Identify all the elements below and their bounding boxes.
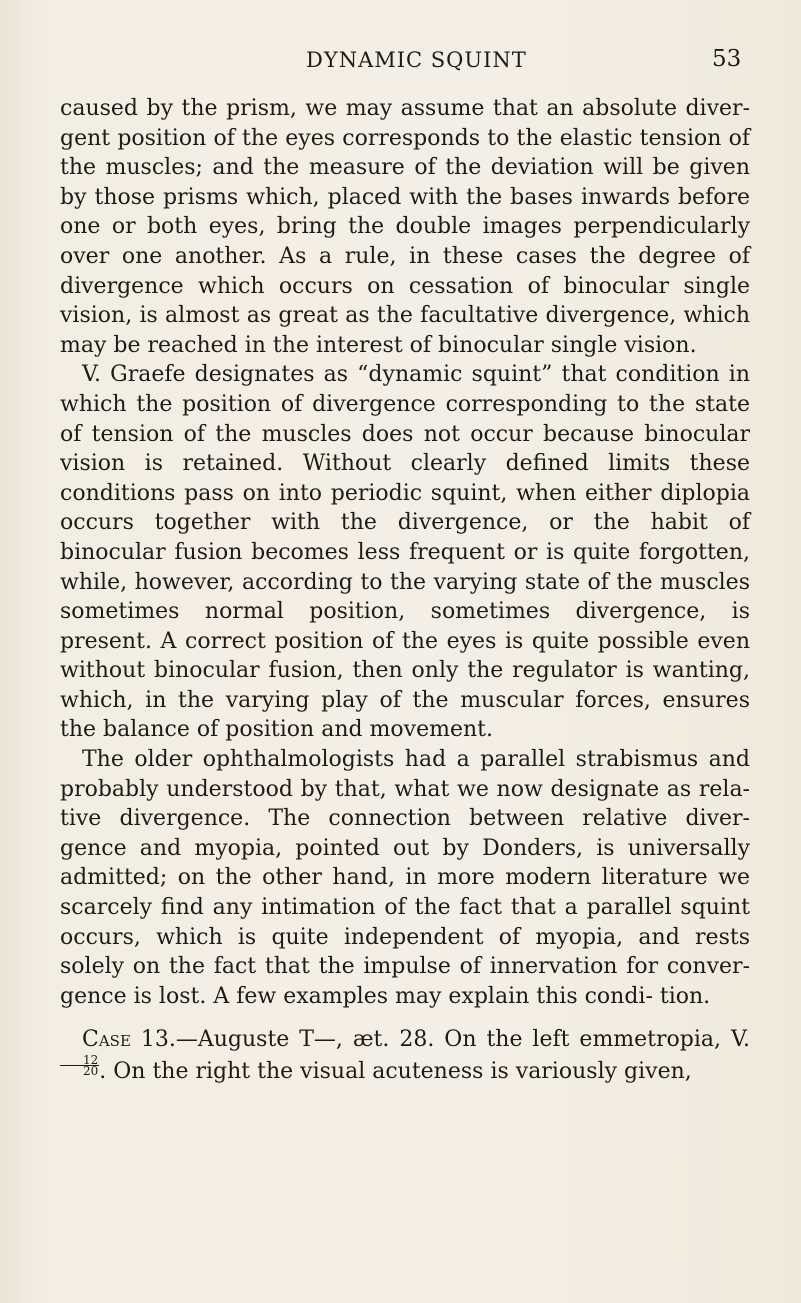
case-text-after: . On the right the visual acuteness is variously given, — [99, 1059, 692, 1084]
visual-acuity-fraction — [60, 1055, 99, 1076]
paragraph-2: V. Graefe designates as “dynamic squint” that condition in which the position of divergence corresponding to the state of tension of the muscles does not occur because binocular vision is retained. Without clearly defined limits these conditions pass on into periodic squint, when either diplopia occurs together with the divergence, or the habit of binocular fusion becomes less frequent or is quite forgotten, while, however, according to the varying state of the muscles sometimes normal position, sometimes divergence, is present. A correct position of the eyes is quite possible even without binocular fusion, then only the regulator is wanting, which, in the varying play of the muscular forces, ensures the balance of position and movement. — [60, 362, 750, 743]
page-number: 53 — [712, 46, 742, 72]
body-text — [60, 94, 750, 1087]
case-text-before: 13.—Auguste T—, æt. 28. On the left emmetropia, V. — [130, 1027, 750, 1053]
case-paragraph — [60, 1025, 750, 1086]
paragraph-1: caused by the prism, we may assume that an absolute diver- gent position of the eyes corresponds to the elastic tension of the muscles; and the measure of the deviation will be given by those prisms which, placed with the bases inwards before one or both eyes, bring the double images perpendicularly over one another. As a rule, in these cases the degree of divergence which occurs on cessation of binocular single vision, is almost as great as the facultative divergence, which may be reached in the interest of binocular single vision. — [60, 96, 750, 358]
fraction-denominator: 20 — [83, 1064, 99, 1078]
running-head: DYNAMIC SQUINT — [306, 48, 527, 72]
case-label: Case — [82, 1027, 131, 1053]
page-header — [0, 48, 801, 78]
paragraph-3: The older ophthalmologists had a parallel strabismus and probably understood by that, what we now designate as rela- tive divergence. The connection between relative diver- gence and myopia, pointed out by Donders, is universally admitted; on the other hand, in more modern literature we scarcely find any intimation of the fact that a parallel squint occurs, which is quite independent of myopia, and rests solely on the fact that the impulse of innervation for conver- gence is lost. A few examples may explain this condi- tion. — [60, 747, 750, 1009]
fraction-numerator: 12 — [60, 1055, 99, 1066]
